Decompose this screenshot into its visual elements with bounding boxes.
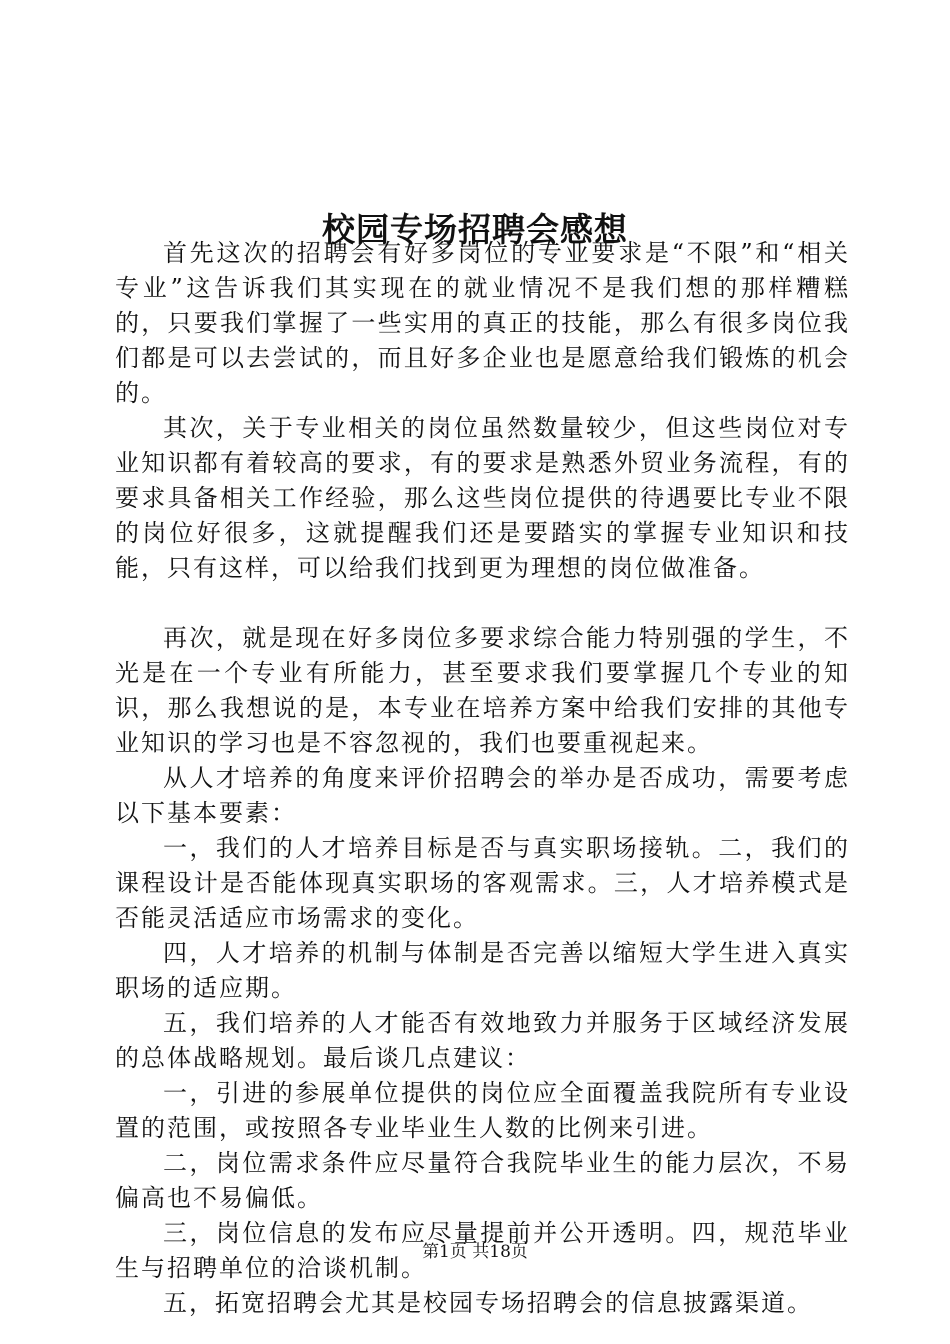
- document-body: [115, 236, 850, 1321]
- page-indicator: 第1页 共18页: [422, 1242, 528, 1262]
- paragraph-11: 五，拓宽招聘会尤其是校园专场招聘会的信息披露渠道。: [163, 1289, 813, 1317]
- document-title: 校园专场招聘会感想: [322, 210, 628, 250]
- paragraph-2: 其次，关于专业相关的岗位虽然数量较少，但这些岗位对专业知识都有着较高的要求，有的要求是熟悉外贸业务流程，有的要求具备相关工作经验，那么这些岗位提供的待遇要比专业不限的岗位好很多，这就提醒我们还是要踏实的掌握专业知识和技能，只有这样，可以给我们找到更为理想的岗位做准备。: [115, 414, 850, 582]
- paragraph-3: 再次，就是现在好多岗位多要求综合能力特别强的学生，不光是在一个专业有所能力，甚至要求我们要掌握几个专业的知识，那么我想说的是，本专业在培养方案中给我们安排的其他专业知识的学习也是不容忽视的，我们也要重视起来。: [115, 624, 850, 757]
- paragraph-10: 三，岗位信息的发布应尽量提前并公开透明。四，规范毕业生与招聘单位的洽谈机制。: [115, 1219, 850, 1282]
- paragraph-7: 五，我们培养的人才能否有效地致力并服务于区域经济发展的总体战略规划。最后谈几点建议：: [115, 1009, 850, 1072]
- paragraph-5: 一，我们的人才培养目标是否与真实职场接轨。二，我们的课程设计是否能体现真实职场的客观需求。三，人才培养模式是否能灵活适应市场需求的变化。: [115, 834, 850, 932]
- paragraph-9: 二，岗位需求条件应尽量符合我院毕业生的能力层次，不易偏高也不易偏低。: [115, 1149, 850, 1212]
- paragraph-1: 首先这次的招聘会有好多岗位的专业要求是“不限”和“相关专业”这告诉我们其实现在的就业情况不是我们想的那样糟糕的，只要我们掌握了一些实用的真正的技能，那么有很多岗位我们都是可以去尝试的，而且好多企业也是愿意给我们锻炼的机会的。: [115, 239, 850, 407]
- paragraph-6: 四，人才培养的机制与体制是否完善以缩短大学生进入真实职场的适应期。: [115, 939, 850, 1002]
- paragraph-4: 从人才培养的角度来评价招聘会的举办是否成功，需要考虑以下基本要素：: [115, 764, 850, 827]
- page-footer: [0, 1240, 950, 1264]
- paragraph-8: 一，引进的参展单位提供的岗位应全面覆盖我院所有专业设置的范围，或按照各专业毕业生人数的比例来引进。: [115, 1079, 850, 1142]
